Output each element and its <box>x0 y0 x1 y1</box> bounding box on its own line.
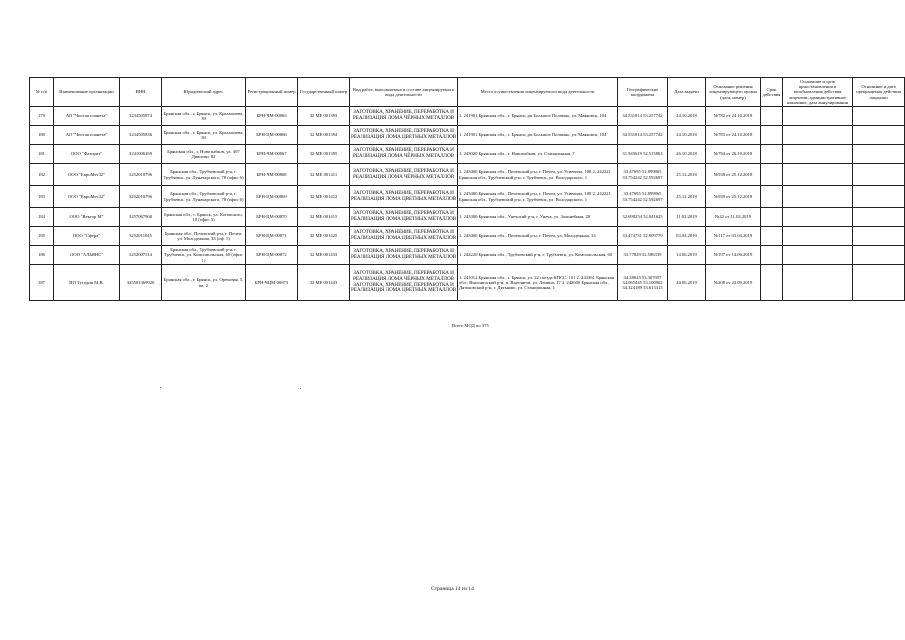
column-header: Срок действия <box>761 78 783 107</box>
column-header: Регистрационный номер <box>246 78 298 107</box>
cell-state: 32 МЕ 001433 <box>298 246 350 265</box>
cell-date: 26.10.2018 <box>668 145 706 164</box>
cell-state: 32 МЕ 001411 <box>298 164 350 186</box>
cell-place: 1. 243020 Брянская обл., г. Новозыбков, ул. Станционная, 7 <box>458 145 618 164</box>
cell-suspend <box>783 164 853 186</box>
cell-date: 11.02.2019 <box>668 208 706 227</box>
cell-address: Брянская обл., г. Новозыбков, ул. 307 Дивизии, 82 <box>162 145 246 164</box>
column-header: Наименование организации <box>54 78 120 107</box>
cell-inn: 3234505874 <box>120 107 162 126</box>
cell-activity: ЗАГОТОВКА, ХРАНЕНИЕ, ПЕРЕРАБОТКА И РЕАЛИЗАЦИЯ ЛОМА ЦВЕТНЫХ МЕТАЛЛОВ <box>350 246 458 265</box>
cell-address: Брянская обл., г. Брянск, ул. Ореховая, 5, кв. 2 <box>162 265 246 301</box>
cell-reg: БРН-ЧМ-00865 <box>246 107 298 126</box>
cell-basis: №782 от 24.10.2018 <box>706 107 761 126</box>
cell-reg: БРН-ЦМ-00872 <box>246 246 298 265</box>
column-header: Юридический адрес <box>162 78 246 107</box>
cell-activity: ЗАГОТОВКА, ХРАНЕНИЕ, ПЕРЕРАБОТКА И РЕАЛИЗАЦИЯ ЛОМА ЦВЕТНЫХ МЕТАЛЛОВ <box>350 227 458 246</box>
column-header: Места осуществления лицензируемого вида деятельности <box>458 78 618 107</box>
cell-inn: 3252010796 <box>120 164 162 186</box>
total-label: Всего МОД по 375 <box>452 323 489 328</box>
table-row <box>30 107 905 126</box>
cell-term <box>761 208 783 227</box>
column-header: Основание и дата прекращения действия лицензии <box>853 78 905 107</box>
scan-speck <box>300 388 301 389</box>
cell-activity: ЗАГОТОВКА, ХРАНЕНИЕ, ПЕРЕРАБОТКА И РЕАЛИЗАЦИЯ ЛОМА ЧЁРНЫХ МЕТАЛЛОВ <box>350 145 458 164</box>
cell-suspend <box>783 265 853 301</box>
cell-place: 1. 241012 Брянская обл., г. Брянск, ул. 22 съезда КПСС, 101 2. 243361 Брянская обл., Выгоничский р-н, п. Выгоничи, ул. Ленина, 17 3. 242600 Брянская обл., Дятьковский р-н, г. Дятьково, ул. Станционная, 1 <box>458 265 618 301</box>
table-header <box>30 78 905 107</box>
cell-org: АО "Чистая планета" <box>54 126 120 145</box>
cell-reg: БРН-ЦМ-00866 <box>246 126 298 145</box>
cell-num: 179 <box>30 107 54 126</box>
cell-term <box>761 186 783 208</box>
cell-suspend <box>783 126 853 145</box>
column-header: Вид работ, выполняемых в составе лицензируемого вида деятельности <box>350 78 458 107</box>
cell-term <box>761 145 783 164</box>
cell-inn: 3234505836 <box>120 126 162 145</box>
cell-num: 182 <box>30 164 54 186</box>
cell-org: ООО "Вектор М" <box>54 208 120 227</box>
cell-state: 32 МЕ 001395 <box>298 145 350 164</box>
cell-date: 24.10.2018 <box>668 107 706 126</box>
cell-basis: №197 от 14.06.2019 <box>706 246 761 265</box>
cell-reg: БРН-ЧЦМ-00873 <box>246 265 298 301</box>
cell-termination <box>853 186 905 208</box>
cell-place: 1. 242220 Брянская обл., Трубчевский р-н, г. Трубчевск, ул. Комсомольская, 60 <box>458 246 618 265</box>
cell-coords: 33.77829 52.586339 <box>618 246 668 265</box>
cell-reg: БРН-ЧМ-00868 <box>246 164 298 186</box>
table-row <box>30 186 905 208</box>
cell-termination <box>853 208 905 227</box>
cell-termination <box>853 107 905 126</box>
cell-coords: 34.28025 53.307057 34.065445 53.100902 34.324189 53.613313 <box>618 265 668 301</box>
cell-term <box>761 265 783 301</box>
cell-term <box>761 126 783 145</box>
cell-basis: №939 от 25.12.2018 <box>706 186 761 208</box>
cell-termination <box>853 126 905 145</box>
cell-place: 1. 241901 Брянская обл., г. Брянск, рп Большое Полпино, ул. Маяковск, 104 <box>458 126 618 145</box>
cell-inn: 3252011045 <box>120 227 162 246</box>
cell-reg: БРН-ЦМ-00870 <box>246 208 298 227</box>
cell-num: 181 <box>30 145 54 164</box>
cell-org: ООО "Сфера" <box>54 227 120 246</box>
cell-date: 24.06.2019 <box>668 265 706 301</box>
cell-activity: ЗАГОТОВКА, ХРАНЕНИЕ, ПЕРЕРАБОТКА И РЕАЛИЗАЦИЯ ЛОМА ЧЁРНЫХ МЕТАЛЛОВ <box>350 107 458 126</box>
cell-suspend <box>783 107 853 126</box>
cell-suspend <box>783 246 853 265</box>
cell-org: ООО "ЕвроМет32" <box>54 186 120 208</box>
cell-address: Брянская обл., Почепский р-н, г. Почеп, ул. Молодежная, 33 (оф. 1) <box>162 227 246 246</box>
cell-num: 184 <box>30 208 54 227</box>
cell-org: ООО "АЛЬЯНС" <box>54 246 120 265</box>
cell-termination <box>853 145 905 164</box>
cell-coords: 33.47695 52.899865 33.754242 52.592697 <box>618 164 668 186</box>
cell-state: 32 МЕ 001393 <box>298 107 350 126</box>
cell-activity: ЗАГОТОВКА, ХРАНЕНИЕ, ПЕРЕРАБОТКА И РЕАЛИЗАЦИЯ ЛОМА ЧЁРНЫХ МЕТАЛЛОВ ЗАГОТОВКА, ХРАНЕНИЕ, ПЕРЕРАБОТКА И РЕАЛИЗАЦИЯ ЛОМА ЦВЕТНЫХ МЕТАЛЛОВ <box>350 265 458 301</box>
cell-num: 186 <box>30 246 54 265</box>
cell-state: 32 МЕ 001443 <box>298 265 350 301</box>
cell-suspend <box>783 208 853 227</box>
column-header: ИНН <box>120 78 162 107</box>
cell-place: 1. 243400 Брянская обл., Почепский р-н, г. Почеп, ул. Усиевича, 108 2. 242221 Брянская обл., Трубчевский р-н, г. Трубчевск, ул. Володарского, 1 <box>458 164 618 186</box>
cell-suspend <box>783 227 853 246</box>
table-row <box>30 164 905 186</box>
cell-basis: №117 от 03.04.2019 <box>706 227 761 246</box>
cell-date: 03.04.2019 <box>668 227 706 246</box>
cell-address: Брянская обл., Трубчевский р-н, г. Трубчевск, ул. Луначарского, 78 (офис 6) <box>162 186 246 208</box>
table-row <box>30 246 905 265</box>
cell-place: 1. 243400 Брянская обл., Почепский р-н, г. Почеп, ул. Усиевича, 108 2. 242221 Брянская обл., Трубчевский р-н, г. Трубчевск, ул. Володарского, 1 <box>458 186 618 208</box>
table-row <box>30 126 905 145</box>
cell-org: ООО "ЕвроМет32" <box>54 164 120 186</box>
cell-basis: №794 от 26.10.2018 <box>706 145 761 164</box>
cell-state: 32 МЕ 001415 <box>298 208 350 227</box>
table-row <box>30 208 905 227</box>
cell-date: 25.12.2018 <box>668 186 706 208</box>
cell-term <box>761 246 783 265</box>
cell-suspend <box>783 145 853 164</box>
cell-address: Брянская обл., г. Брянск, ул. Крахмалева, 39 <box>162 126 246 145</box>
cell-state: 32 МЕ 001412 <box>298 186 350 208</box>
cell-coords: 34.531814 53.257742 <box>618 107 668 126</box>
cell-coords: 34.531814 53.257742 <box>618 126 668 145</box>
cell-term <box>761 227 783 246</box>
cell-basis: №42 от 11.02.2019 <box>706 208 761 227</box>
cell-place: 1. 243400 Брянская обл., Почепский р-н, г. Почеп, ул. Молодежная, 33 <box>458 227 618 246</box>
column-header: Географические координаты <box>618 78 668 107</box>
cell-termination <box>853 246 905 265</box>
cell-activity: ЗАГОТОВКА, ХРАНЕНИЕ, ПЕРЕРАБОТКА И РЕАЛИЗАЦИЯ ЛОМА ЦВЕТНЫХ МЕТАЛЛОВ <box>350 186 458 208</box>
cell-suspend <box>783 186 853 208</box>
cell-basis: №938 от 25.12.2018 <box>706 164 761 186</box>
cell-place: 1. 243300 Брянская обл., Унечский р-н, г. Унеча, ул. Залинейная, 28 <box>458 208 618 227</box>
cell-termination <box>853 227 905 246</box>
license-register-table <box>29 77 905 301</box>
cell-place: 1. 241901 Брянская обл., г. Брянск, рп Большое Полпино, ул. Маяковск, 104 <box>458 107 618 126</box>
cell-date: 24.10.2018 <box>668 126 706 145</box>
column-header: Основание решения лицензирующего органа (дата, номер) <box>706 78 761 107</box>
cell-basis: №208 от 23.09.2019 <box>706 265 761 301</box>
cell-coords: 33.47695 52.899865 33.754242 52.592697 <box>618 186 668 208</box>
cell-state: 32 МЕ 001394 <box>298 126 350 145</box>
cell-address: Брянская обл., г. Брянск, ул. Котовского, 10 (офис 3) <box>162 208 246 227</box>
cell-coords: 33.474731 52.909779 <box>618 227 668 246</box>
cell-address: Брянская обл., г. Брянск, ул. Крахмалева, 39 <box>162 107 246 126</box>
cell-inn: 3241006269 <box>120 145 162 164</box>
cell-inn: 325501369920 <box>120 265 162 301</box>
cell-activity: ЗАГОТОВКА, ХРАНЕНИЕ, ПЕРЕРАБОТКА И РЕАЛИЗАЦИЯ ЛОМА ЦВЕТНЫХ МЕТАЛЛОВ <box>350 126 458 145</box>
cell-inn: 3257067968 <box>120 208 162 227</box>
scan-speck <box>160 387 161 388</box>
column-header: Государственный номер <box>298 78 350 107</box>
cell-num: 180 <box>30 126 54 145</box>
cell-reg: БРН-ЦМ-00871 <box>246 227 298 246</box>
cell-inn: 3252010796 <box>120 186 162 208</box>
cell-termination <box>853 164 905 186</box>
cell-coords: 31.945619 52.515863 <box>618 145 668 164</box>
cell-address: Брянская обл., Трубчевский р-н, г. Трубчевск, ул. Комсомольская, 60 (офис 1) <box>162 246 246 265</box>
cell-term <box>761 164 783 186</box>
cell-reg: БРН-ЦМ-00869 <box>246 186 298 208</box>
cell-term <box>761 107 783 126</box>
table-row <box>30 265 905 301</box>
table-row <box>30 145 905 164</box>
cell-org: АО "Чистая планета" <box>54 107 120 126</box>
cell-date: 25.12.2018 <box>668 164 706 186</box>
cell-date: 14.06.2019 <box>668 246 706 265</box>
cell-reg: БРН-ЧМ-00867 <box>246 145 298 164</box>
cell-address: Брянская обл., Трубчевский р-н, г. Трубчевск, ул. Луначарского, 78 (офис 6) <box>162 164 246 186</box>
table-row <box>30 227 905 246</box>
cell-basis: №783 от 24.10.2018 <box>706 126 761 145</box>
column-header: Основание и срок приостановления и возобновления действия лицензии, административное наказание, дата аннулирования <box>783 78 853 107</box>
cell-activity: ЗАГОТОВКА, ХРАНЕНИЕ, ПЕРЕРАБОТКА И РЕАЛИЗАЦИЯ ЛОМА ЦВЕТНЫХ МЕТАЛЛОВ <box>350 208 458 227</box>
cell-num: 187 <box>30 265 54 301</box>
table-body <box>30 107 905 301</box>
cell-num: 185 <box>30 227 54 246</box>
cell-num: 183 <box>30 186 54 208</box>
column-header: Дата выдачи <box>668 78 706 107</box>
cell-org: ИП Тугодин М.В. <box>54 265 120 301</box>
cell-termination <box>853 265 905 301</box>
cell-activity: ЗАГОТОВКА, ХРАНЕНИЕ, ПЕРЕРАБОТКА И РЕАЛИЗАЦИЯ ЛОМА ЧЁРНЫХ МЕТАЛЛОВ <box>350 164 458 186</box>
cell-state: 32 МЕ 001425 <box>298 227 350 246</box>
cell-inn: 3252007514 <box>120 246 162 265</box>
page-number: Страница 14 из 14 <box>431 586 474 592</box>
cell-org: ООО "Фазорит" <box>54 145 120 164</box>
column-header: № п/п <box>30 78 54 107</box>
cell-coords: 32.698254 52.841625 <box>618 208 668 227</box>
